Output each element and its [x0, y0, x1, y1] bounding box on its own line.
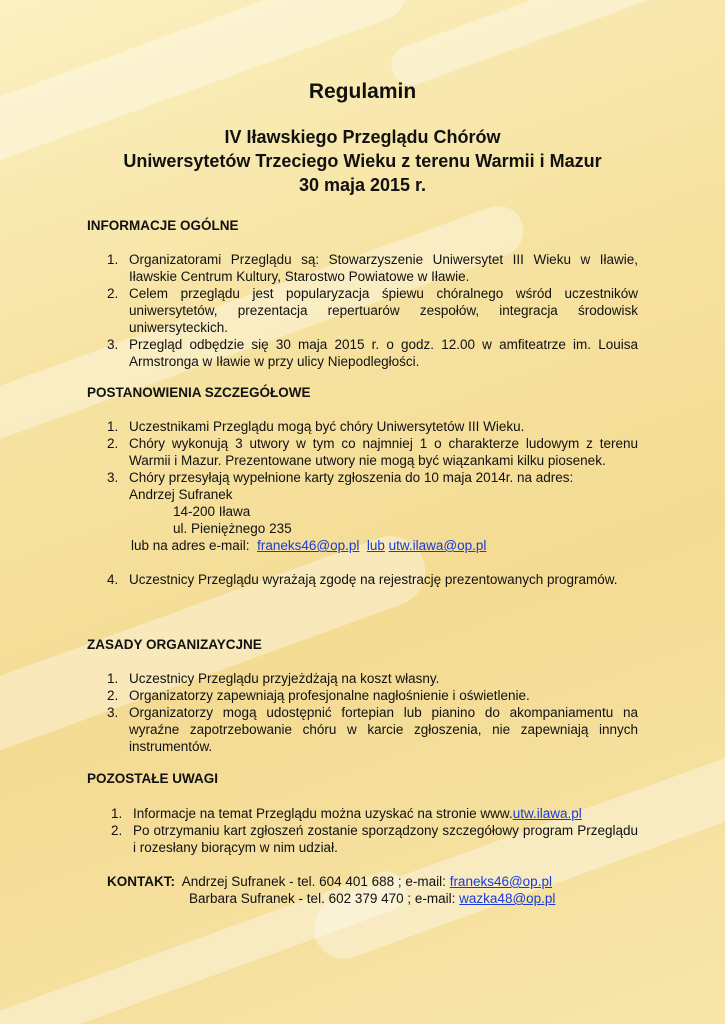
item-number: 2. — [111, 823, 123, 838]
item-number: 1. — [111, 806, 123, 821]
address-name: Andrzej Sufranek — [129, 487, 233, 502]
list-item — [111, 805, 638, 822]
document-date: 30 maja 2015 r. — [298, 175, 427, 195]
item-number: 1. — [107, 671, 119, 686]
item-number: 1. — [107, 252, 119, 267]
list-item — [107, 435, 638, 469]
info-text: Informacje na temat Przeglądu można uzyskać na stronie www. — [133, 806, 513, 821]
item-number: 1. — [107, 419, 119, 434]
list-item — [107, 571, 638, 588]
item-text: Uczestnicy Przeglądu przyjeżdżają na koszt własny. — [129, 671, 440, 686]
contact-block — [107, 873, 555, 907]
section-heading-other: POZOSTAŁE UWAGI — [87, 771, 218, 786]
document-subtitle-1: IV Iławskiego Przeglądu Chórów — [224, 127, 501, 147]
list-item — [107, 687, 638, 704]
item-text: Chóry wykonują 3 utwory w tym co najmniej 1 o charakterze ludowym z terenu Warmii i Mazur. Prezentowane utwory nie mogą być wiązankami kilku piosenek. — [129, 436, 638, 468]
item-text: Organizatorzy zapewniają profesjonalne nagłośnienie i oświetlenie. — [129, 688, 530, 703]
item-text: Uczestnikami Przeglądu mogą być chóry Uniwersytetów III Wieku. — [129, 419, 525, 434]
item-number: 3. — [107, 337, 119, 352]
item-text — [133, 806, 582, 821]
list-item — [107, 670, 638, 687]
item-text: Po otrzymaniu kart zgłoszeń zostanie sporządzony szczegółowy program Przeglądu i rozesłany biorącym w nim udział. — [133, 823, 638, 855]
item-number: 3. — [107, 705, 119, 720]
section-heading-detailed: POSTANOWIENIA SZCZEGÓŁOWE — [87, 385, 311, 400]
list-item — [107, 704, 638, 755]
general-list — [107, 251, 638, 370]
list-item — [107, 469, 638, 554]
contact-line-1 — [107, 873, 555, 890]
item-text: Przegląd odbędzie się 30 maja 2015 r. o godz. 12.00 w amfiteatrze im. Louisa Armstronga w Iławie w przy ulicy Niepodległości. — [129, 337, 638, 369]
document-subtitle-2: Uniwersytetów Trzeciego Wieku z terenu Warmii i Mazur — [123, 151, 602, 171]
email-prefix: lub na adres e-mail: — [131, 538, 250, 553]
address-street: ul. Pieniężnego 235 — [173, 521, 292, 536]
list-item — [107, 251, 638, 285]
list-item — [107, 285, 638, 336]
other-list — [111, 805, 638, 856]
item-number: 3. — [107, 470, 119, 485]
item-number: 2. — [107, 688, 119, 703]
address-city: 14-200 Iława — [173, 504, 251, 519]
email-link-franeks46[interactable]: franeks46@op.pl — [257, 538, 360, 553]
detailed-list — [107, 418, 638, 588]
contact-label: KONTAKT: — [107, 874, 175, 889]
email-link-utw-ilawa[interactable]: utw.ilawa@op.pl — [388, 538, 487, 553]
email-line — [129, 537, 638, 554]
website-link[interactable]: utw.ilawa.pl — [512, 806, 582, 821]
email-link-wazka48[interactable]: wazka48@op.pl — [459, 891, 556, 906]
organization-list — [107, 670, 638, 755]
list-item — [107, 336, 638, 370]
item-text: Chóry przesyłają wypełnione karty zgłoszenia do 10 maja 2014r. na adres: — [129, 470, 574, 485]
contact-line-2 — [107, 890, 555, 907]
section-heading-general: INFORMACJE OGÓLNE — [87, 218, 239, 233]
item-text: Organizatorami Przeglądu są: Stowarzyszenie Uniwersytet III Wieku w Iławie, Iławskie Centrum Kultury, Starostwo Powiatowe w Iławie. — [129, 252, 638, 284]
list-item — [107, 418, 638, 435]
item-number: 2. — [107, 286, 119, 301]
item-text: Organizatorzy mogą udostępnić fortepian lub pianino do akompaniamentu na wyraźne zapotrzebowanie chóru w karcie zgłoszenia, nie zapewniają innych instrumentów. — [129, 705, 638, 754]
contact-andrzej: Andrzej Sufranek - tel. 604 401 688 ; e-mail: — [181, 874, 446, 889]
contact-barbara: Barbara Sufranek - tel. 602 379 470 ; e-mail: — [189, 891, 456, 906]
section-heading-organization: ZASADY ORGANIZAYCJNE — [87, 637, 262, 652]
document-title: Regulamin — [308, 80, 417, 103]
email-or: lub — [366, 538, 385, 553]
list-item — [111, 822, 638, 856]
email-link-franeks46-contact[interactable]: franeks46@op.pl — [449, 874, 552, 889]
item-number: 2. — [107, 436, 119, 451]
item-text: Uczestnicy Przeglądu wyrażają zgodę na rejestrację prezentowanych programów. — [129, 572, 618, 587]
item-text: Celem przeglądu jest popularyzacja śpiewu chóralnego wśród uczestników uniwersytetów, prezentacja repertuarów zespołów, integracja środowisk uniwersyteckich. — [129, 286, 638, 335]
item-number: 4. — [107, 572, 119, 587]
